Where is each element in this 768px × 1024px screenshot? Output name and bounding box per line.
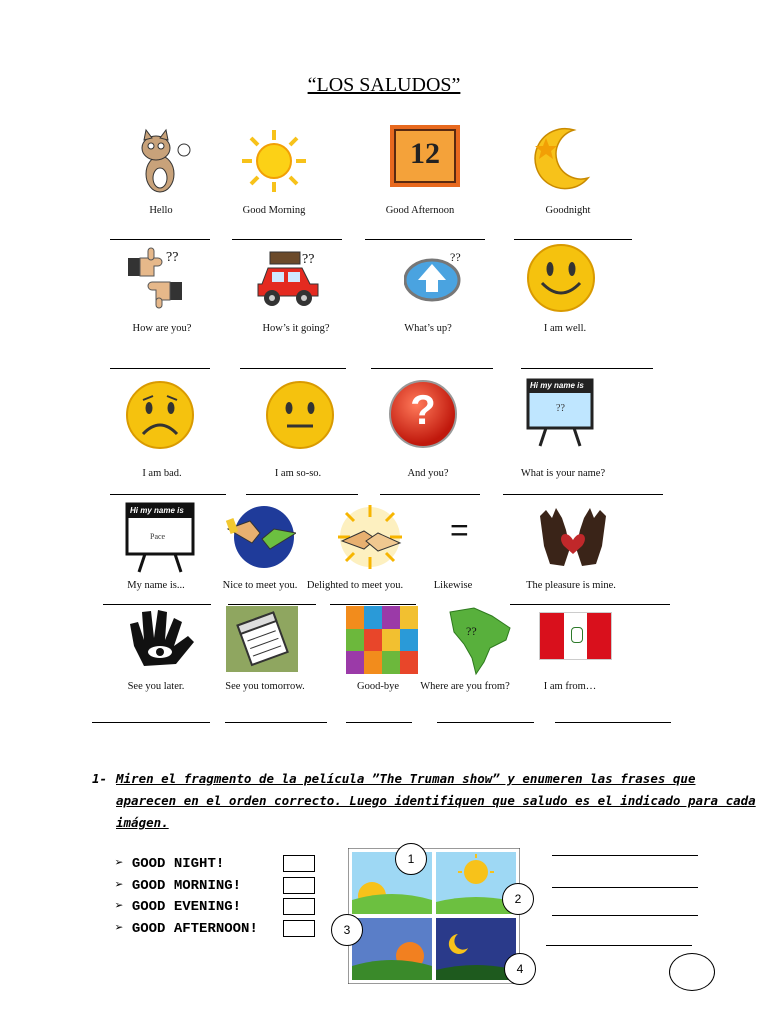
answer-line[interactable] xyxy=(232,239,342,240)
answer-line[interactable] xyxy=(552,915,698,916)
moon-icon xyxy=(534,126,592,192)
caption-i-am-from: I am from… xyxy=(543,681,597,692)
handshake-icon xyxy=(226,503,296,569)
caption-hello: Hello xyxy=(149,205,173,216)
caption-see-you-later: See you later. xyxy=(127,681,185,692)
equals-sign: = xyxy=(450,512,469,548)
answer-line[interactable] xyxy=(510,604,670,605)
answer-line[interactable] xyxy=(92,722,210,723)
handshake-shine-icon xyxy=(334,503,406,569)
panel-number-circle: 2 xyxy=(502,883,534,915)
panel-number-circle: 3 xyxy=(331,914,363,946)
caption-where-are-you-from: Where are you from? xyxy=(420,681,510,692)
peru-flag-icon xyxy=(539,612,612,660)
caption-what-is-your-name: What is your name? xyxy=(520,468,606,479)
panel-number-circle: 4 xyxy=(504,953,536,985)
exercise-instruction-line: aparecen en el orden correcto. Luego identifiquen que saludo es el indicado para cada xyxy=(116,793,756,808)
clock-icon: 12 xyxy=(390,125,460,187)
answer-line[interactable] xyxy=(225,722,327,723)
answer-line[interactable] xyxy=(552,855,698,856)
open-hands-heart-icon xyxy=(536,506,610,572)
answer-line[interactable] xyxy=(240,368,346,369)
exercise-instruction-line: imágen. xyxy=(116,815,169,830)
caption-hows-it-going: How’s it going? xyxy=(262,323,330,334)
option-good-night: ➢ GOOD NIGHT! xyxy=(115,856,225,872)
sign-text: Hi my name is xyxy=(530,381,584,390)
answer-line[interactable] xyxy=(514,239,632,240)
answer-line[interactable] xyxy=(552,887,698,888)
caption-see-you-tomorrow: See you tomorrow. xyxy=(225,681,305,692)
answer-line[interactable] xyxy=(228,604,316,605)
answer-line[interactable] xyxy=(110,239,210,240)
question-marks: ?? xyxy=(466,624,477,638)
answer-box[interactable] xyxy=(283,877,315,894)
neutral-face-icon xyxy=(265,380,335,450)
answer-box[interactable] xyxy=(283,920,315,937)
caption-delighted-to-meet-you: Delighted to meet you. xyxy=(306,580,404,591)
cat-icon xyxy=(128,128,192,194)
caption-good-morning: Good Morning xyxy=(242,205,306,216)
caption-and-you: And you? xyxy=(407,468,449,479)
answer-line[interactable] xyxy=(103,604,211,605)
caption-nice-to-meet-you: Nice to meet you. xyxy=(222,580,298,591)
option-good-morning: ➢ GOOD MORNING! xyxy=(115,878,242,894)
answer-line[interactable] xyxy=(503,494,663,495)
happy-face-icon xyxy=(526,243,596,313)
caption-good-bye: Good-bye xyxy=(357,681,399,692)
answer-line[interactable] xyxy=(246,494,358,495)
sign-text: Hi my name is xyxy=(130,506,184,515)
answer-box[interactable] xyxy=(283,855,315,872)
south-america-map-icon xyxy=(444,604,516,676)
caption-goodnight: Goodnight xyxy=(545,205,591,216)
option-good-evening: ➢ GOOD EVENING! xyxy=(115,899,242,915)
panel-number-circle: 1 xyxy=(395,843,427,875)
question-marks: ?? xyxy=(450,250,461,264)
goodbye-hands-icon xyxy=(346,606,418,674)
answer-line[interactable] xyxy=(330,604,416,605)
caption-good-afternoon: Good Afternoon xyxy=(385,205,455,216)
option-good-afternoon: ➢ GOOD AFTERNOON! xyxy=(115,921,258,937)
answer-line[interactable] xyxy=(437,722,534,723)
sad-face-icon xyxy=(125,380,195,450)
empty-circle xyxy=(669,953,715,991)
answer-line[interactable] xyxy=(521,368,653,369)
answer-line[interactable] xyxy=(546,945,692,946)
waving-hand-icon xyxy=(124,606,196,676)
caption-i-am-well: I am well. xyxy=(543,323,587,334)
answer-line[interactable] xyxy=(555,722,671,723)
answer-line[interactable] xyxy=(110,494,226,495)
caption-i-am-so-so: I am so-so. xyxy=(274,468,322,479)
sun-icon xyxy=(240,128,308,194)
question-marks: ?? xyxy=(302,252,315,267)
answer-line[interactable] xyxy=(371,368,493,369)
answer-line[interactable] xyxy=(110,368,210,369)
exercise-instruction-line: Miren el fragmento de la película ”The Truman show” y enumeren las frases que xyxy=(116,771,696,786)
page-title: “LOS SALUDOS” xyxy=(307,74,461,96)
caption-i-am-bad: I am bad. xyxy=(142,468,182,479)
caption-my-name-is: My name is... xyxy=(127,580,185,591)
question-marks: ?? xyxy=(556,403,565,414)
sign-name: Pace xyxy=(150,532,166,541)
answer-line[interactable] xyxy=(346,722,412,723)
caption-how-are-you: How are you? xyxy=(132,323,192,334)
question-icon: ? xyxy=(389,380,457,448)
caption-the-pleasure-is-mine: The pleasure is mine. xyxy=(526,580,616,591)
question-marks: ?? xyxy=(166,250,179,265)
caption-likewise: Likewise xyxy=(433,580,473,591)
exercise-number: 1- xyxy=(92,771,108,786)
answer-line[interactable] xyxy=(380,494,480,495)
calendar-icon xyxy=(226,606,298,672)
caption-whats-up: What’s up? xyxy=(404,323,452,334)
day-scenes-illustration xyxy=(348,848,520,984)
answer-line[interactable] xyxy=(365,239,485,240)
answer-box[interactable] xyxy=(283,898,315,915)
